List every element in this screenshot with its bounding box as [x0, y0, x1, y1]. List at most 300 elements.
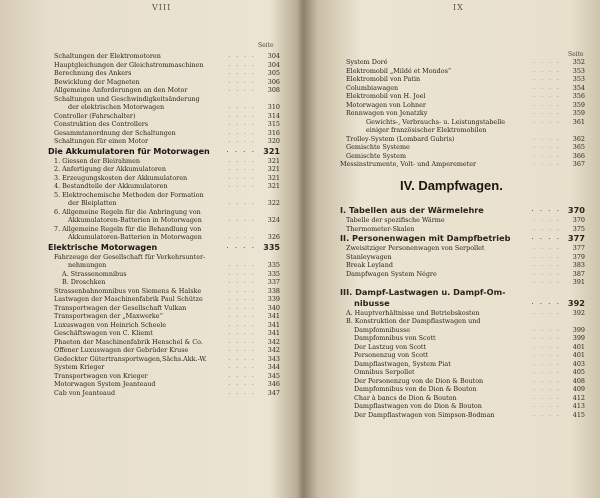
- entry-title: Schaltungen und Geschwindigkeitsänderung: [54, 94, 200, 103]
- entry-title: Transportwagen der Gesellschaft Vulkan: [54, 303, 187, 312]
- dot-leader: . . . .: [533, 76, 561, 82]
- right-page: [305, 0, 600, 498]
- toc-entry: [340, 109, 585, 118]
- entry-title: 6. Allgemeine Regeln für die Anbringung von: [54, 207, 201, 216]
- entry-page-number: 361: [572, 117, 585, 126]
- entry-title: Char à bancs de Dion & Bouton: [354, 393, 457, 402]
- entry-title: Rennwagen von Jenatzky: [346, 109, 428, 117]
- entry-page-number: 316: [267, 128, 280, 137]
- toc-entry: [340, 411, 585, 420]
- dot-leader: . . . .: [533, 118, 561, 125]
- entry-title: Gewichts-, Verbrauchs- u. Leistungstabelle: [366, 117, 506, 126]
- table-of-contents: [48, 52, 280, 397]
- entry-title: III. Dampf-Lastwagen u. Dampf-Om-: [340, 286, 506, 297]
- entry-page-number: 321: [267, 173, 280, 182]
- toc-entry: [48, 355, 280, 364]
- dot-leader: . . . .: [226, 147, 256, 154]
- page-number: IX: [453, 3, 464, 12]
- entry-title: Fahrzeuge der Gesellschaft für Verkehrsunter-: [54, 252, 206, 261]
- entry-page-number: 346: [267, 380, 280, 388]
- toc-entry: [48, 278, 280, 287]
- toc-entry: [340, 216, 585, 225]
- dot-leader: . . . .: [533, 279, 561, 285]
- entry-title: 4. Bestandteile der Akkumulatoren: [54, 182, 168, 190]
- entry-title: Dampfomnibus von Scott: [354, 334, 436, 342]
- entry-page-number: 379: [572, 252, 585, 261]
- dot-leader: . . . .: [228, 330, 256, 336]
- section-heading: [340, 205, 585, 216]
- entry-title: Offener Luxuswagen der Gebrüder Kruse: [54, 346, 189, 354]
- entry-title: Geschäftswagen von C. Kliemt: [54, 329, 153, 337]
- entry-page-number: 340: [267, 303, 280, 312]
- dot-leader: . . . .: [531, 235, 561, 241]
- dot-leader: . . . .: [228, 364, 256, 370]
- entry-page-number: 356: [572, 92, 585, 100]
- entry-page-number: 370: [567, 205, 585, 215]
- toc-entry: [48, 52, 280, 61]
- entry-page-number: 365: [572, 143, 585, 151]
- dot-leader: . . . .: [228, 270, 256, 277]
- entry-title: Dampfomnibusse: [354, 325, 411, 334]
- entry-page-number: 314: [267, 111, 280, 120]
- entry-page-number: 413: [572, 402, 585, 410]
- entry-title: Motorwagen von Lohner: [346, 100, 426, 109]
- entry-title: Schaltungen der Elektromotoren: [54, 52, 161, 60]
- entry-page-number: 392: [572, 308, 585, 317]
- toc-entry: [48, 165, 280, 174]
- entry-title: 5. Elektrochemische Methoden der Formation: [54, 190, 204, 199]
- dot-leader: . . . .: [228, 157, 256, 164]
- entry-page-number: 339: [267, 295, 280, 303]
- entry-page-number: 392: [567, 297, 585, 308]
- dot-leader: . . . .: [533, 309, 561, 316]
- entry-page-number: 305: [267, 69, 280, 77]
- section-heading: [48, 242, 280, 253]
- entry-title: System Doré: [346, 58, 388, 66]
- dot-leader: . . . .: [533, 403, 561, 409]
- dot-leader: . . . .: [228, 78, 256, 85]
- entry-title: Break Leyland: [346, 261, 393, 269]
- toc-entry: [340, 278, 585, 287]
- toc-entry: [340, 368, 585, 377]
- toc-entry: [48, 137, 280, 146]
- dot-leader: . . . .: [228, 70, 256, 76]
- entry-title: Bewicklung der Magneten: [54, 77, 140, 86]
- dot-leader: . . . .: [228, 287, 256, 294]
- dot-leader: . . . .: [533, 135, 561, 142]
- toc-entry: [48, 103, 280, 112]
- entry-page-number: 326: [267, 233, 280, 241]
- entry-title: Messinstrumente, Volt- und Amperemeter: [340, 160, 477, 168]
- entry-title: Columbiawagen: [346, 83, 399, 92]
- entry-title: Gedeckter Gütertransportwagen,Sächs.Akk.-W.: [54, 354, 207, 363]
- entry-title: Schaltungen für einen Motor: [54, 137, 149, 145]
- dot-leader: . . . .: [533, 253, 561, 260]
- dot-leader: . . . .: [533, 386, 561, 392]
- dot-leader: . . . .: [533, 59, 561, 65]
- entry-title: Cab von Jeanteaud: [54, 388, 116, 397]
- entry-page-number: 362: [572, 134, 585, 143]
- entry-title: A. Strassenomnibus: [62, 269, 127, 278]
- dot-leader: . . . .: [228, 389, 256, 396]
- dot-leader: . . . .: [533, 360, 561, 367]
- toc-entry: [48, 253, 280, 262]
- entry-page-number: 320: [267, 137, 280, 145]
- dot-leader: . . . .: [226, 243, 256, 250]
- toc-entry: [340, 58, 585, 67]
- table-of-contents: [340, 58, 585, 169]
- dot-leader: . . . .: [533, 394, 561, 401]
- dot-leader: . . . .: [228, 112, 256, 119]
- dot-leader: . . . .: [533, 335, 561, 341]
- entry-page-number: 321: [267, 182, 280, 190]
- toc-entry: [48, 380, 280, 389]
- dot-leader: . . . .: [228, 138, 256, 144]
- entry-title: Gemischte System: [346, 151, 407, 160]
- toc-entry: [48, 95, 280, 104]
- entry-page-number: 324: [267, 216, 280, 224]
- entry-page-number: 338: [267, 286, 280, 295]
- toc-entry: [48, 287, 280, 296]
- toc-entry: [48, 61, 280, 70]
- dot-leader: . . . .: [533, 144, 561, 150]
- entry-page-number: 352: [572, 58, 585, 66]
- seite-column-label: Seite: [258, 42, 274, 49]
- dot-leader: . . . .: [533, 93, 561, 99]
- entry-title: Elektromobil von H. Joel: [346, 92, 426, 100]
- entry-title: Hauptgleichungen der Gleichstrommaschinen: [54, 60, 204, 69]
- seite-column-label: Seite: [568, 51, 584, 58]
- toc-entry: [340, 152, 585, 161]
- entry-page-number: 401: [572, 351, 585, 359]
- entry-title: Controller (Fahrschalter): [54, 111, 136, 120]
- entry-title: A. Hauptverhältnisse und Betriebskosten: [346, 308, 480, 317]
- toc-entry: [340, 92, 585, 101]
- toc-entry: [340, 67, 585, 76]
- dot-leader: . . . .: [228, 61, 256, 68]
- entry-title: Trolley-System (Lombard Gubris): [346, 134, 455, 143]
- toc-entry: [48, 225, 280, 234]
- toc-entry: [340, 360, 585, 369]
- entry-title: Gemischte Systeme: [346, 143, 410, 151]
- toc-entry: [48, 295, 280, 304]
- entry-title: Der Personenzug von de Dion & Bouton: [354, 376, 484, 385]
- toc-entry: [340, 334, 585, 343]
- toc-entry: [48, 208, 280, 217]
- entry-page-number: 353: [572, 75, 585, 83]
- entry-title: Elektromobil von Patin: [346, 75, 421, 83]
- dot-leader: . . . .: [533, 225, 561, 232]
- entry-title: B. Konstruktion der Dampflastwagen und: [346, 317, 481, 325]
- entry-title: nehmungen: [68, 261, 107, 269]
- dot-leader: . . . .: [533, 84, 561, 91]
- toc-entry: [340, 317, 585, 326]
- dot-leader: . . . .: [533, 352, 561, 358]
- toc-entry: [48, 304, 280, 313]
- toc-entry: [48, 363, 280, 372]
- dot-leader: . . . .: [228, 217, 256, 223]
- entry-title: Der Dampflastwagen von Simpson-Bodman: [354, 410, 495, 419]
- dot-leader: . . . .: [228, 174, 256, 181]
- dot-leader: . . . .: [533, 110, 561, 116]
- entry-title: Elektromobil „Mildé et Mondos“: [346, 66, 452, 75]
- entry-page-number: 401: [572, 342, 585, 351]
- entry-page-number: 344: [267, 363, 280, 371]
- entry-page-number: 335: [267, 261, 280, 269]
- toc-entry: [48, 112, 280, 121]
- toc-entry: [48, 78, 280, 87]
- dot-leader: . . . .: [228, 372, 256, 379]
- dot-leader: . . . .: [533, 101, 561, 108]
- entry-page-number: 335: [263, 242, 280, 252]
- entry-title: Dampfomnibus von de Dion & Bouton: [354, 385, 477, 393]
- entry-page-number: 310: [267, 103, 280, 111]
- toc-entry: [48, 270, 280, 279]
- toc-entry: [340, 126, 585, 135]
- entry-page-number: 341: [267, 329, 280, 337]
- entry-title: System Krieger: [54, 363, 105, 371]
- toc-entry: [340, 326, 585, 335]
- toc-entry: [340, 84, 585, 93]
- toc-entry: [340, 343, 585, 352]
- entry-page-number: 353: [572, 66, 585, 75]
- entry-page-number: 321: [267, 165, 280, 173]
- entry-title: Akkumulatoren-Batterien in Motorwagen: [68, 216, 202, 224]
- dot-leader: . . . .: [533, 411, 561, 418]
- entry-page-number: 321: [263, 146, 280, 156]
- toc-entry: [48, 86, 280, 95]
- entry-title: nibusse: [354, 297, 390, 308]
- entry-page-number: 354: [572, 83, 585, 92]
- entry-page-number: 347: [267, 388, 280, 397]
- dot-leader: . . . .: [228, 296, 256, 302]
- entry-page-number: 403: [572, 359, 585, 368]
- dot-leader: . . . .: [531, 299, 561, 306]
- entry-title: 3. Erzeugungskosten der Akkumulatoren: [54, 173, 188, 182]
- toc-entry: [48, 120, 280, 129]
- toc-entry: [48, 338, 280, 347]
- entry-page-number: 337: [267, 278, 280, 286]
- toc-entry: [48, 389, 280, 398]
- entry-page-number: 399: [572, 325, 585, 334]
- toc-entry: [48, 233, 280, 242]
- entry-page-number: 408: [572, 376, 585, 385]
- toc-entry: [340, 385, 585, 394]
- entry-title: Tabelle der spezifische Wärme: [346, 216, 445, 224]
- toc-entry: [48, 191, 280, 200]
- entry-page-number: 345: [267, 371, 280, 380]
- entry-title: Stanleywagen: [346, 252, 392, 261]
- entry-title: der Bleiplatten: [68, 199, 117, 207]
- entry-page-number: 383: [572, 261, 585, 269]
- dot-leader: . . . .: [228, 381, 256, 387]
- entry-page-number: 308: [267, 86, 280, 94]
- entry-page-number: 321: [267, 156, 280, 165]
- toc-entry: [48, 157, 280, 166]
- entry-title: Omnibus Serpollet: [354, 368, 415, 376]
- dot-leader: . . . .: [533, 377, 561, 384]
- toc-entry: [340, 402, 585, 411]
- toc-entry: [48, 346, 280, 355]
- section-heading: [340, 233, 585, 244]
- entry-title: Elektrische Motorwagen: [48, 242, 158, 252]
- entry-title: 7. Allgemeine Regeln für die Behandlung von: [54, 224, 202, 233]
- entry-page-number: 304: [267, 60, 280, 69]
- toc-entry: [340, 261, 585, 270]
- entry-title: Dampflastwagen von de Dion & Bouton: [354, 402, 482, 410]
- dot-leader: . . . .: [533, 262, 561, 268]
- toc-entry: [340, 394, 585, 403]
- toc-entry: [340, 143, 585, 152]
- entry-title: Motorwagen System Jeanteaud: [54, 380, 156, 388]
- entry-page-number: 415: [572, 410, 585, 419]
- dot-leader: . . . .: [228, 200, 256, 206]
- entry-title: Dampfwagen System Négre: [346, 269, 437, 278]
- toc-entry: [340, 75, 585, 84]
- entry-page-number: 377: [567, 233, 585, 243]
- toc-entry: [48, 216, 280, 225]
- entry-page-number: 304: [267, 52, 280, 60]
- entry-page-number: 399: [572, 334, 585, 342]
- dot-leader: . . . .: [533, 245, 561, 251]
- entry-page-number: 405: [572, 368, 585, 376]
- dot-leader: . . . .: [228, 183, 256, 189]
- dot-leader: . . . .: [228, 262, 256, 268]
- dot-leader: . . . .: [531, 207, 561, 213]
- dot-leader: . . . .: [228, 234, 256, 240]
- dot-leader: . . . .: [533, 270, 561, 277]
- table-of-contents: [340, 205, 585, 419]
- dot-leader: . . . .: [228, 304, 256, 311]
- entry-title: Zweisitziger Personenwagen von Serpollet: [346, 244, 485, 252]
- entry-page-number: 391: [572, 278, 585, 286]
- toc-entry: [48, 329, 280, 338]
- dot-leader: . . . .: [533, 217, 561, 223]
- section-heading: [48, 146, 280, 157]
- dot-leader: . . . .: [228, 166, 256, 172]
- entry-title: Strassenbahnomnibus von Siemens & Halske: [54, 286, 202, 295]
- entry-title: B. Droschken: [62, 278, 106, 286]
- entry-title: 1. Giessen der Bleirahmen: [54, 156, 141, 165]
- dot-leader: . . . .: [228, 87, 256, 93]
- entry-page-number: 375: [572, 224, 585, 233]
- section-heading: [340, 298, 585, 309]
- entry-page-number: 343: [267, 354, 280, 363]
- entry-page-number: 367: [572, 160, 585, 168]
- entry-page-number: 370: [572, 216, 585, 224]
- toc-entry: [48, 199, 280, 208]
- toc-entry: [340, 253, 585, 262]
- dot-leader: . . . .: [228, 121, 256, 127]
- dot-leader: . . . .: [533, 161, 561, 167]
- toc-entry: [48, 321, 280, 330]
- toc-entry: [340, 160, 585, 169]
- toc-entry: [340, 270, 585, 279]
- toc-entry: [48, 174, 280, 183]
- entry-page-number: 341: [267, 312, 280, 320]
- entry-page-number: 377: [572, 244, 585, 252]
- dot-leader: . . . .: [533, 67, 561, 74]
- entry-title: Transportwagen der „Maxwerke“: [54, 312, 163, 320]
- entry-page-number: 335: [267, 269, 280, 278]
- dot-leader: . . . .: [533, 343, 561, 350]
- toc-entry: [48, 372, 280, 381]
- entry-title: Die Akkumulatoren für Motorwagen: [48, 146, 210, 156]
- entry-title: Allgemeine Anforderungen an den Motor: [54, 86, 188, 94]
- dot-leader: . . . .: [533, 326, 561, 333]
- entry-page-number: 359: [572, 100, 585, 109]
- entry-title: Personenzug von Scott: [354, 351, 429, 359]
- section-heading: [340, 287, 585, 298]
- entry-title: Luxuswagen von Heinrich Scheele: [54, 320, 167, 329]
- dot-leader: . . . .: [228, 53, 256, 59]
- toc-entry: [48, 312, 280, 321]
- entry-title: Construktion des Controllers: [54, 120, 149, 128]
- toc-entry: [340, 135, 585, 144]
- entry-title: Lastwagen der Maschinenfabrik Paul Schütze: [54, 295, 203, 303]
- toc-entry: [340, 225, 585, 234]
- entry-page-number: 322: [267, 199, 280, 207]
- toc-entry: [48, 129, 280, 138]
- dot-leader: . . . .: [228, 355, 256, 362]
- toc-entry: [48, 261, 280, 270]
- entry-page-number: 342: [267, 337, 280, 346]
- dot-leader: . . . .: [533, 152, 561, 159]
- dot-leader: . . . .: [533, 369, 561, 375]
- dot-leader: . . . .: [228, 338, 256, 345]
- entry-page-number: 341: [267, 320, 280, 329]
- entry-title: Transportwagen von Krieger: [54, 371, 148, 380]
- entry-title: Phaeton der Maschinenfabrik Henschel & Co.: [54, 337, 203, 346]
- dot-leader: . . . .: [228, 347, 256, 353]
- entry-title: einiger französischer Elektromobilen: [366, 126, 487, 134]
- dot-leader: . . . .: [228, 313, 256, 319]
- entry-title: Dampflastwagen, System Piat: [354, 359, 451, 368]
- entry-page-number: 359: [572, 109, 585, 117]
- toc-entry: [48, 182, 280, 191]
- entry-title: der elektrischen Motorwagen: [68, 103, 165, 111]
- entry-title: Berechnung des Ankers: [54, 69, 132, 77]
- chapter-title: IV. Dampfwagen.: [400, 178, 503, 193]
- entry-page-number: 387: [572, 269, 585, 278]
- dot-leader: . . . .: [228, 279, 256, 285]
- entry-title: Der Lastzug von Scott: [354, 342, 427, 351]
- toc-entry: [340, 351, 585, 360]
- toc-entry: [340, 377, 585, 386]
- entry-page-number: 306: [267, 77, 280, 86]
- entry-title: Akkumulatoren-Batterien in Motorwagen: [68, 233, 202, 241]
- entry-title: I. Tabellen aus der Wärmelehre: [340, 205, 484, 215]
- entry-page-number: 366: [572, 151, 585, 160]
- entry-page-number: 315: [267, 120, 280, 128]
- toc-entry: [340, 101, 585, 110]
- toc-entry: [340, 118, 585, 127]
- toc-entry: [48, 69, 280, 78]
- entry-title: Thermometer-Skalen: [346, 224, 415, 233]
- page-number: VIII: [152, 3, 172, 12]
- toc-entry: [340, 309, 585, 318]
- dot-leader: . . . .: [228, 129, 256, 136]
- entry-title: Gesammtanordnung der Schaltungen: [54, 128, 176, 137]
- dot-leader: . . . .: [228, 321, 256, 328]
- entry-title: 2. Anfertigung der Akkumulatoren: [54, 165, 166, 173]
- entry-title: II. Personenwagen mit Dampfbetrieb: [340, 233, 511, 243]
- dot-leader: . . . .: [228, 104, 256, 110]
- entry-page-number: 412: [572, 393, 585, 402]
- entry-page-number: 342: [267, 346, 280, 354]
- toc-entry: [340, 244, 585, 253]
- entry-page-number: 409: [572, 385, 585, 393]
